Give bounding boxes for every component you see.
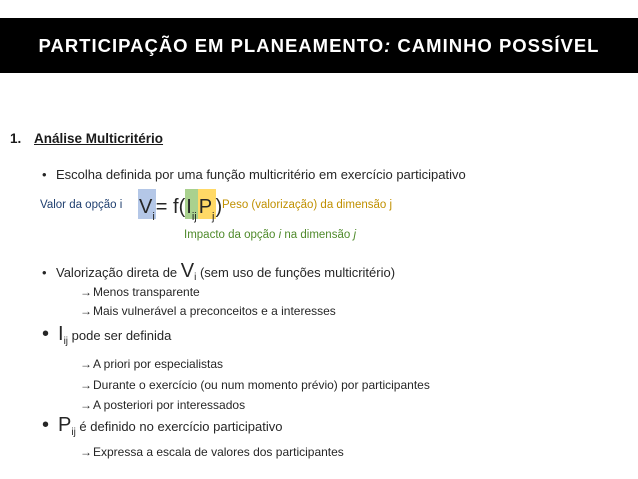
bullet-valorizacao: • Valorização direta de $V_i$ (sem uso de funções multicritério) bbox=[42, 260, 396, 283]
list-item: →A priori por especialistas bbox=[80, 357, 224, 371]
formula-i-highlight: I ij bbox=[185, 189, 197, 219]
arrow-right-icon: → bbox=[80, 304, 92, 318]
arrow-right-icon: → bbox=[80, 357, 92, 371]
list-item: →A posteriori por interessados bbox=[80, 398, 246, 412]
arrow-right-icon: → bbox=[80, 398, 92, 412]
formula: V i = f( I ij P j ) bbox=[138, 189, 222, 219]
bullet-dot-icon: • bbox=[42, 323, 50, 345]
formula-p-highlight: P j bbox=[198, 189, 216, 219]
list-item: →Durante o exercício (ou num momento prévio) por participantes bbox=[80, 378, 430, 392]
arrow-right-icon: → bbox=[80, 285, 92, 299]
slide-title: PARTICIPAÇÃO EM PLANEAMENTO: CAMINHO POSSÍVEL bbox=[38, 34, 600, 56]
bullet-dot-icon: • bbox=[42, 265, 47, 280]
arrow-right-icon: → bbox=[80, 378, 92, 392]
bullet-dot-icon: • bbox=[42, 167, 47, 182]
section-label: Análise Multicritério bbox=[34, 131, 164, 146]
list-item: →Menos transparente bbox=[80, 285, 200, 299]
list-item: →Mais vulnerável a preconceitos e a interesses bbox=[80, 304, 336, 318]
bullet-escolha: • Escolha definida por uma função multicritério em exercício participativo bbox=[42, 167, 466, 182]
formula-label-value: Valor da opção i bbox=[40, 199, 123, 211]
bullet-pij: • $P_{ij}$ é definido no exercício participativo bbox=[42, 414, 283, 438]
section-number: 1. bbox=[10, 131, 22, 146]
formula-label-impact: Impacto da opção i na dimensão j bbox=[184, 229, 356, 241]
formula-v-highlight: V i bbox=[138, 189, 156, 219]
bullet-dot-icon: • bbox=[42, 414, 50, 436]
list-item: →Expressa a escala de valores dos participantes bbox=[80, 445, 344, 459]
bullet-iij: • $I_{ij}$ pode ser definida bbox=[42, 323, 172, 347]
section-heading bbox=[10, 131, 163, 146]
formula-label-weight: Peso (valorização) da dimensão j bbox=[222, 199, 393, 211]
arrow-right-icon: → bbox=[80, 445, 92, 459]
title-bar bbox=[0, 18, 638, 73]
